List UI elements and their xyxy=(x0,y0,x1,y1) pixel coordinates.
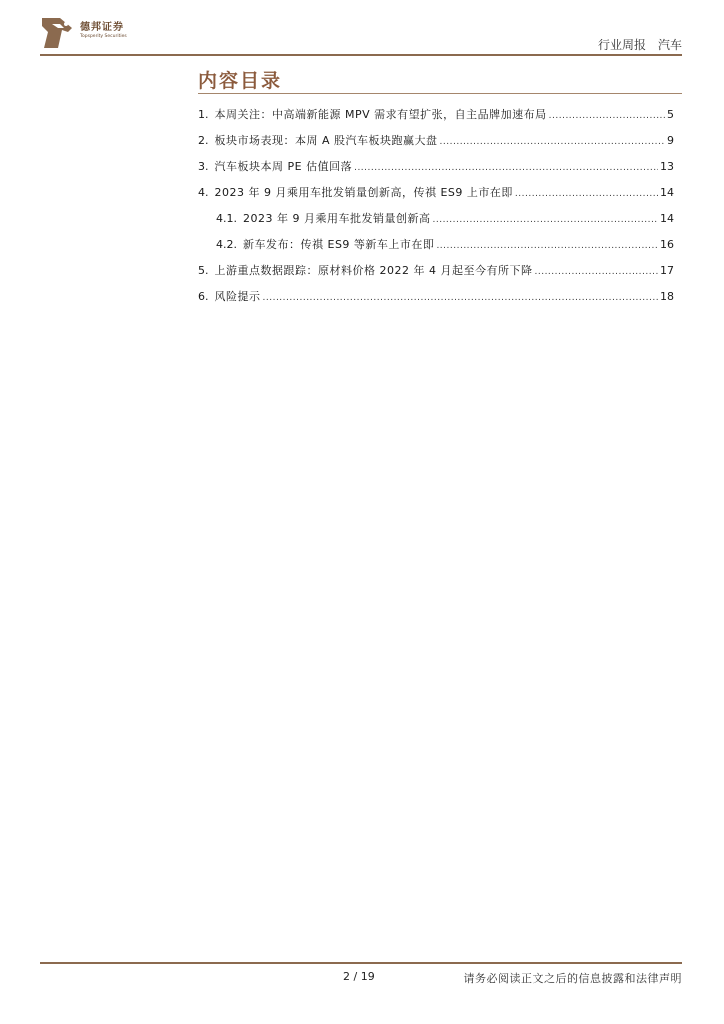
toc-item-page: 18 xyxy=(660,290,674,303)
toc-title: 内容目录 xyxy=(198,70,283,92)
logo-name: 德邦证券 xyxy=(80,22,124,33)
toc-item-3[interactable] xyxy=(198,156,674,182)
toc-item-number: 6. xyxy=(198,290,209,303)
toc-item-5[interactable] xyxy=(198,260,674,286)
company-logo xyxy=(40,14,127,50)
toc-leader-dots xyxy=(432,209,658,231)
toc-leader-dots xyxy=(515,183,658,205)
report-tag xyxy=(598,36,682,53)
toc-item-page: 14 xyxy=(660,212,674,225)
toc-leader-dots xyxy=(549,105,665,127)
toc-item-title: 上游重点数据跟踪：原材料价格 2022 年 4 月起至今有所下降 xyxy=(214,264,533,277)
toc-item-title: 板块市场表现：本周 A 股汽车板块跑赢大盘 xyxy=(214,134,438,147)
toc-item-4[interactable] xyxy=(198,182,674,208)
toc-item-4-2[interactable] xyxy=(198,234,674,260)
report-category: 行业周报 xyxy=(597,38,646,52)
toc-leader-dots xyxy=(534,261,658,283)
header-divider xyxy=(40,54,682,56)
page-header xyxy=(40,14,682,56)
toc-item-title: 本周关注：中高端新能源 MPV 需求有望扩张，自主品牌加速布局 xyxy=(214,108,547,121)
toc-item-page: 17 xyxy=(660,264,674,277)
toc-item-2[interactable] xyxy=(198,130,674,156)
toc-item-page: 9 xyxy=(667,134,674,147)
toc-item-number: 4. xyxy=(198,186,209,199)
toc-item-4-1[interactable] xyxy=(198,208,674,234)
toc-item-number: 4.1. xyxy=(216,212,237,225)
table-of-contents xyxy=(198,104,674,312)
toc-item-number: 4.2. xyxy=(216,238,237,251)
toc-item-title: 2023 年 9 月乘用车批发销量创新高 xyxy=(243,212,431,225)
toc-item-number: 5. xyxy=(198,264,209,277)
toc-item-title: 风险提示 xyxy=(214,290,261,303)
toc-item-page: 5 xyxy=(667,108,674,121)
toc-leader-dots xyxy=(354,157,658,179)
page-indicator: 2 / 19 xyxy=(343,970,375,983)
toc-item-number: 1. xyxy=(198,108,209,121)
toc-item-6[interactable] xyxy=(198,286,674,312)
toc-leader-dots xyxy=(436,235,658,257)
toc-item-1[interactable] xyxy=(198,104,674,130)
footer-divider xyxy=(40,962,682,964)
toc-item-title: 新车发布：传祺 ES9 等新车上市在即 xyxy=(243,238,435,251)
disclaimer-note: 请务必阅读正文之后的信息披露和法律声明 xyxy=(463,972,682,985)
toc-title-underline xyxy=(198,93,682,94)
toc-item-number: 2. xyxy=(198,134,209,147)
toc-item-number: 3. xyxy=(198,160,209,173)
toc-item-page: 14 xyxy=(660,186,674,199)
toc-item-page: 16 xyxy=(660,238,674,251)
logo-icon xyxy=(40,14,76,50)
report-industry: 汽车 xyxy=(657,38,682,52)
toc-item-page: 13 xyxy=(660,160,674,173)
toc-item-title: 汽车板块本周 PE 估值回落 xyxy=(214,160,353,173)
toc-leader-dots xyxy=(440,131,665,153)
toc-item-title: 2023 年 9 月乘用车批发销量创新高，传祺 ES9 上市在即 xyxy=(214,186,513,199)
logo-english-name: Topsperity Securities xyxy=(80,34,127,39)
toc-leader-dots xyxy=(263,287,659,309)
